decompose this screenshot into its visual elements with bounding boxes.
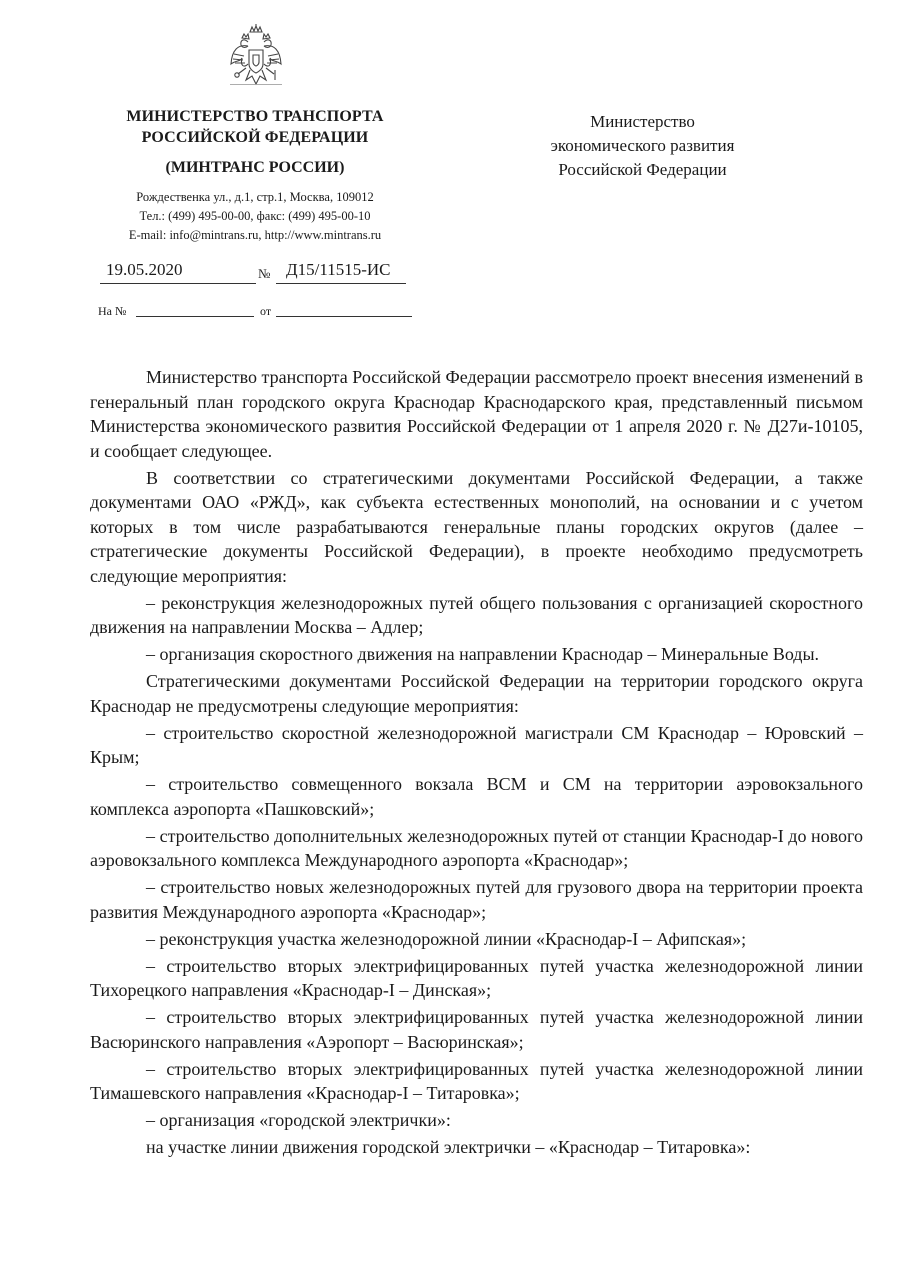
list-item: – реконструкция участка железнодорожной линии «Краснодар-I – Афипская»; [146,928,747,949]
addressee-block [520,110,765,182]
list-item: – строительство совмещенного вокзала ВСМ и СМ на территории аэровокзального комплекса аэропорта «Пашковский»; [90,774,863,819]
sender-block [90,106,420,245]
list-item: – организация скоростного движения на направлении Краснодар – Минеральные Воды. [146,644,820,664]
list-item: – организация «городской электрички»: [146,1110,451,1130]
registration-number-mark: № [258,266,271,281]
body-paragraph: Министерство транспорта Российской Федерации рассмотрело проект внесения изменений в генеральный план городского округа Краснодар Краснодарского края, представленный письмом Министерства экономического развития Российской Федерации от 1 апреля 2020 г. № Д27и-10105, и сообщает следующее. [90,367,863,461]
sender-phone: Тел.: (499) 495-00-00, факс: (499) 495-00-10 [139,209,371,223]
registration-line [96,257,416,287]
sender-contacts [90,188,420,245]
body-paragraph: на участке линии движения городской электрички – «Краснодар – Титаровка»: [146,1137,751,1157]
reference-line [98,302,414,322]
registration-number: Д15/11515-ИС [276,257,406,284]
sender-email: E-mail: info@mintrans.ru, http://www.mintrans.ru [128,228,382,242]
list-item: – строительство новых железнодорожных путей для грузового двора на территории проекта развития Международного аэропорта «Краснодар»; [90,877,863,922]
addressee-line2: экономического развития [550,136,735,155]
list-item: – строительство дополнительных железнодорожных путей от станции Краснодар-I до нового аэровокзального комплекса Международного аэропорта «Краснодар»; [90,825,863,870]
coat-of-arms-icon [228,24,284,92]
list-item: – реконструкция железнодорожных путей общего пользования с организацией скоростного движения на направлении Москва – Адлер; [90,592,863,637]
reference-number-label: На № [98,304,127,318]
reference-from-label: от [260,304,272,318]
reference-number-blank [136,316,254,317]
sender-org-short-name: (МИНТРАНС РОССИИ) [165,159,345,176]
addressee-line3: Российской Федерации [558,160,727,179]
list-item: – строительство вторых электрифицированных путей участка железнодорожной линии Тимашевского направления «Краснодар-I – Титаровка»; [90,1058,863,1103]
letter-body [90,365,863,1162]
reference-date-blank [276,316,412,317]
list-item: – строительство вторых электрифицированных путей участка железнодорожной линии Тихорецкого направления «Краснодар-I – Динская»; [90,955,863,1000]
list-item: – строительство вторых электрифицированных путей участка железнодорожной линии Васюринского направления «Аэропорт – Васюринская»; [90,1007,863,1052]
registration-date: 19.05.2020 [100,257,256,284]
list-item: – строительство скоростной железнодорожной магистрали СМ Краснодар – Юровский – Крым; [90,722,863,767]
addressee-line1: Министерство [590,112,695,131]
body-paragraph: Стратегическими документами Российской Федерации на территории городского округа Краснодар не предусмотрены следующие мероприятия: [90,671,863,716]
sender-org-name-line1: МИНИСТЕРСТВО ТРАНСПОРТА [126,108,384,125]
body-paragraph: В соответствии со стратегическими документами Российской Федерации, а также документами ОАО «РЖД», как субъекта естественных монополий, на основании и с учетом которых в том числе разрабатываются генеральные планы городских округов (далее – стратегические документы Российской Федерации), в проекте необходимо предусмотреть следующие мероприятия: [90,467,863,586]
sender-org-name-line2: РОССИЙСКОЙ ФЕДЕРАЦИИ [141,129,369,146]
sender-address: Рождественка ул., д.1, стр.1, Москва, 109012 [136,190,374,204]
